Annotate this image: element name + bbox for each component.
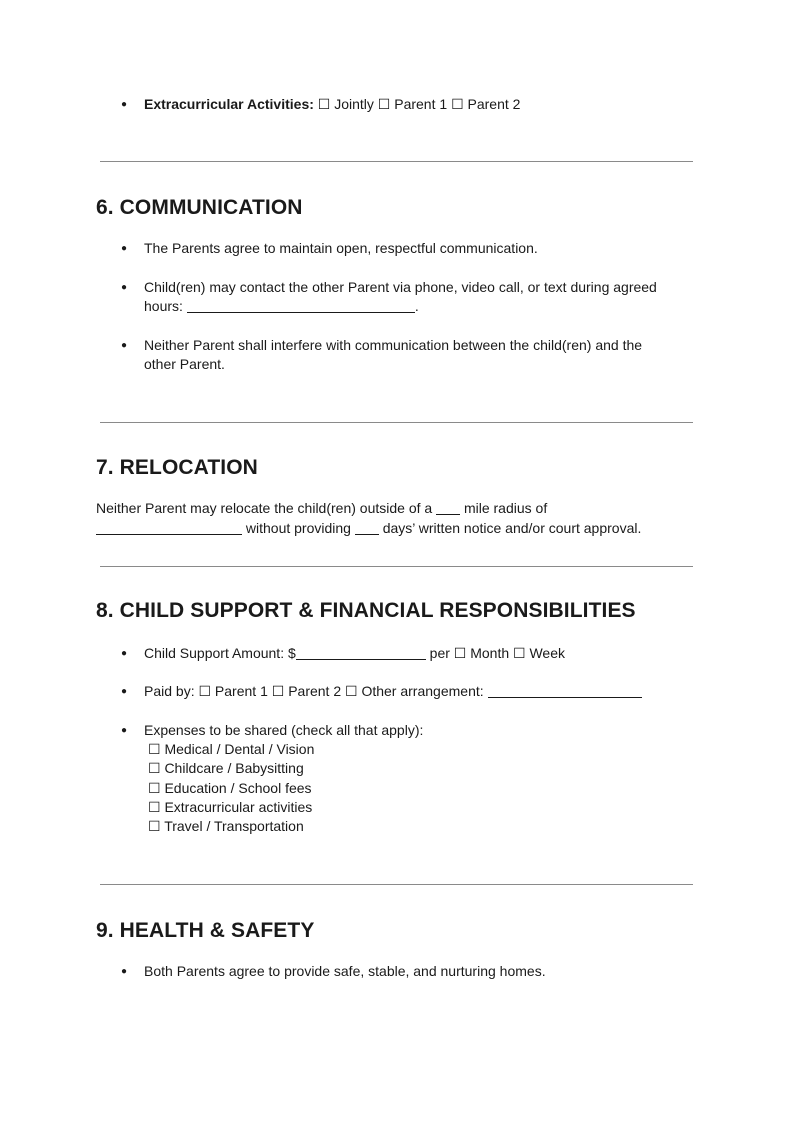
hours-blank-field[interactable] bbox=[187, 298, 415, 313]
section-divider bbox=[100, 884, 693, 885]
bullet: ● bbox=[121, 725, 128, 736]
mile-radius-blank-field[interactable] bbox=[436, 500, 460, 515]
expenses-label: Expenses to be shared (check all that apply): bbox=[144, 722, 424, 738]
checkbox-parent-2[interactable]: ☐ Parent 2 bbox=[451, 96, 521, 112]
expense-checkbox-childcare[interactable]: ☐ Childcare / Babysitting bbox=[148, 760, 304, 776]
communication-item-1: The Parents agree to maintain open, respectful communication. bbox=[144, 240, 538, 256]
relocation-text-c: without providing bbox=[245, 520, 351, 536]
checkbox-parent-1[interactable]: ☐ Parent 1 bbox=[377, 96, 448, 112]
hours-label: hours: bbox=[144, 298, 183, 314]
extracurricular-line bbox=[144, 95, 520, 114]
section-divider bbox=[100, 161, 693, 162]
checkbox-week[interactable]: ☐ Week bbox=[513, 645, 566, 661]
bullet: ● bbox=[121, 686, 128, 697]
checkbox-jointly[interactable]: ☐ Jointly bbox=[317, 96, 374, 112]
bullet: ● bbox=[121, 648, 128, 659]
relocation-line-1 bbox=[96, 499, 547, 518]
paid-by-line bbox=[144, 682, 642, 701]
relocation-text-d: days’ written notice and/or court approval. bbox=[382, 520, 642, 536]
bullet: ● bbox=[121, 243, 128, 254]
health-safety-item-1: Both Parents agree to provide safe, stable, and nurturing homes. bbox=[144, 963, 546, 979]
bullet: ● bbox=[121, 966, 128, 977]
checkbox-month[interactable]: ☐ Month bbox=[453, 645, 510, 661]
relocation-text-a: Neither Parent may relocate the child(ren) outside of a bbox=[96, 500, 433, 516]
checkbox-paid-parent-2[interactable]: ☐ Parent 2 bbox=[271, 683, 342, 699]
expense-checkbox-education[interactable]: ☐ Education / School fees bbox=[148, 780, 312, 796]
communication-item-3-line-2: other Parent. bbox=[144, 356, 225, 372]
bullet: ● bbox=[121, 282, 128, 293]
amount-label: Child Support Amount: $ bbox=[144, 645, 296, 661]
expense-checkbox-travel[interactable]: ☐ Travel / Transportation bbox=[148, 818, 304, 834]
amount-blank-field[interactable] bbox=[296, 645, 426, 660]
section-heading-relocation: 7. RELOCATION bbox=[96, 456, 258, 479]
relocation-line-2 bbox=[96, 519, 641, 538]
extracurricular-label: Extracurricular Activities: bbox=[144, 96, 314, 112]
period: . bbox=[414, 298, 419, 314]
communication-item-3-line-1: Neither Parent shall interfere with communication between the child(ren) and the bbox=[144, 337, 643, 353]
section-heading-health-safety: 9. HEALTH & SAFETY bbox=[96, 919, 315, 942]
section-divider bbox=[100, 566, 693, 567]
bullet: ● bbox=[121, 340, 128, 351]
section-heading-communication: 6. COMMUNICATION bbox=[96, 196, 303, 219]
checkbox-other-arrangement[interactable]: ☐ Other arrangement: bbox=[345, 683, 484, 699]
section-heading-child-support: 8. CHILD SUPPORT & FINANCIAL RESPONSIBILITIES bbox=[96, 599, 636, 622]
expense-checkbox-medical[interactable]: ☐ Medical / Dental / Vision bbox=[148, 741, 315, 757]
paid-by-label: Paid by: bbox=[144, 683, 195, 699]
expense-checkbox-extracurricular[interactable]: ☐ Extracurricular activities bbox=[148, 799, 313, 815]
notice-days-blank-field[interactable] bbox=[355, 520, 379, 535]
other-arrangement-blank-field[interactable] bbox=[488, 683, 642, 698]
section-divider bbox=[100, 422, 693, 423]
location-blank-field[interactable] bbox=[96, 520, 242, 535]
relocation-text-b: mile radius of bbox=[463, 500, 548, 516]
child-support-amount-line bbox=[144, 644, 565, 663]
communication-item-2-line-2 bbox=[144, 297, 419, 316]
checkbox-paid-parent-1[interactable]: ☐ Parent 1 bbox=[198, 683, 268, 699]
bullet: ● bbox=[121, 99, 128, 110]
per-label: per bbox=[429, 645, 450, 661]
communication-item-2-line-1: Child(ren) may contact the other Parent via phone, video call, or text during agreed bbox=[144, 279, 657, 295]
